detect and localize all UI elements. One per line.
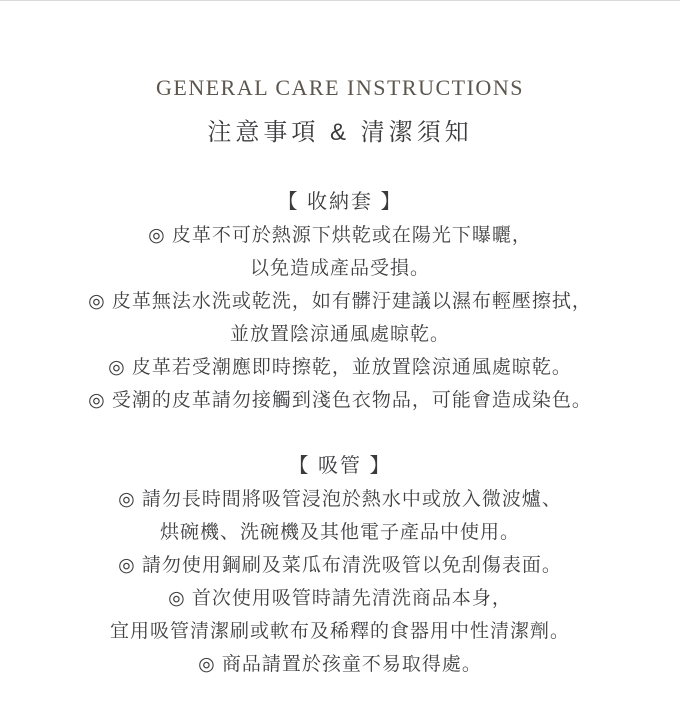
care-line-continuation: 以免造成產品受損。 <box>249 258 430 279</box>
care-line: ◎ 皮革若受潮應即時擦乾，並放置陰涼通風處晾乾。 <box>108 357 572 378</box>
care-line-continuation: 宜用吸管清潔刷或軟布及稀釋的食器用中性清潔劑。 <box>109 621 570 642</box>
care-line: ◎ 商品請置於孩童不易取得處。 <box>198 654 482 675</box>
care-line: ◎ 請勿使用鋼刷及菜瓜布清洗吸管以免刮傷表面。 <box>118 555 562 576</box>
section-heading-straw: 【 吸管 】 <box>288 455 392 477</box>
care-line: ◎ 首次使用吸管時請先清洗商品本身， <box>168 588 512 609</box>
section-heading-storage-sleeve: 【 收納套 】 <box>277 191 403 213</box>
care-line: ◎ 受潮的皮革請勿接觸到淺色衣物品，可能會造成染色。 <box>88 390 592 411</box>
care-line: ◎ 皮革不可於熱源下烘乾或在陽光下曝曬， <box>148 225 532 246</box>
section-storage-sleeve <box>0 186 680 417</box>
care-line-continuation: 並放置陰涼通風處晾乾。 <box>229 324 450 345</box>
page-title: GENERAL CARE INSTRUCTIONS <box>156 75 524 100</box>
care-line: ◎ 皮革無法水洗或乾洗，如有髒汙建議以濕布輕壓擦拭， <box>88 291 592 312</box>
care-line-continuation: 烘碗機、洗碗機及其他電子產品中使用。 <box>159 522 520 543</box>
top-border <box>0 0 680 1</box>
section-straw <box>0 450 680 681</box>
care-line: ◎ 請勿長時間將吸管浸泡於熱水中或放入微波爐、 <box>118 489 562 510</box>
page-subtitle: 注意事項 & 清潔須知 <box>207 119 473 146</box>
